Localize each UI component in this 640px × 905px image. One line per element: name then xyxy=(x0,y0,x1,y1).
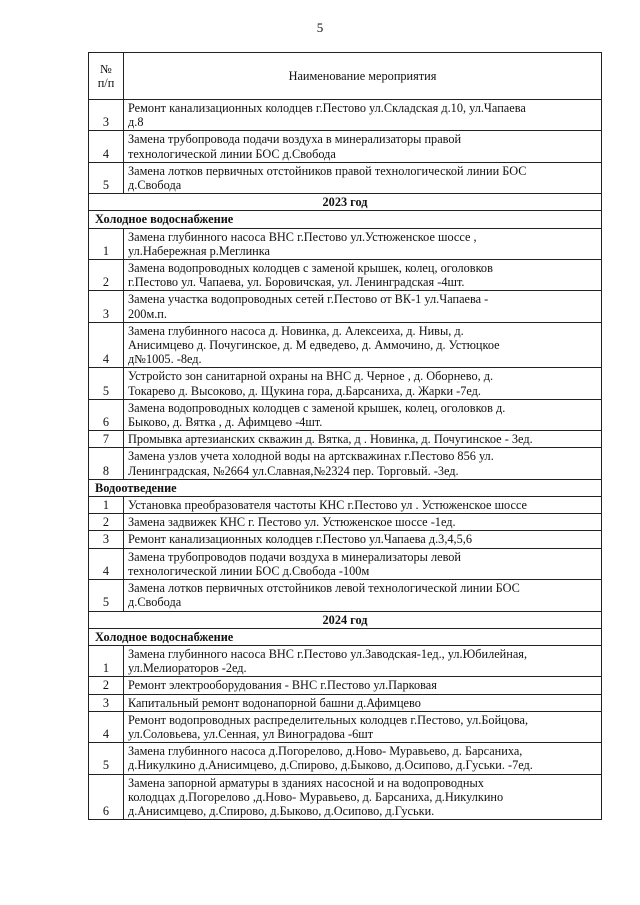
row-number-cell: 3 xyxy=(89,531,124,548)
row-text-cell: Замена лотков первичных отстойников левой технологической линии БОС д.Свобода xyxy=(124,580,602,611)
row-text-cell: Установка преобразователя частоты КНС г.Пестово ул . Устюженское шоссе xyxy=(124,497,602,514)
row-number-cell: 6 xyxy=(89,399,124,430)
section-heading: Холодное водоснабжение xyxy=(89,628,602,645)
row-text-cell: Замена глубинного насоса ВНС г.Пестово ул.Устюженское шоссе , ул.Набережная р.Меглинка xyxy=(124,228,602,259)
row-text-cell: Замена трубопроводов подачи воздуха в минерализаторы левой технологической линии БОС д.Свобода -100м xyxy=(124,548,602,579)
row-text-cell: Замена водопроводных колодцев с заменой крышек, колец, оголовков г.Пестово ул. Чапаева, ул. Боровичская, ул. Ленинградская -4шт. xyxy=(124,260,602,291)
row-number-cell: 6 xyxy=(89,774,124,820)
year-heading: 2024 год xyxy=(89,611,602,628)
table-row xyxy=(89,774,602,820)
table-row xyxy=(89,260,602,291)
row-text-cell: Ремонт электрооборудования - ВНС г.Пестово ул.Парковая xyxy=(124,677,602,694)
row-text-cell: Замена глубинного насоса ВНС г.Пестово ул.Заводская-1ед., ул.Юбилейная, ул.Мелиораторов -2ед. xyxy=(124,645,602,676)
table-row xyxy=(89,448,602,479)
table-row xyxy=(89,291,602,322)
row-text-cell: Ремонт канализационных колодцев г.Пестово ул.Чапаева д.3,4,5,6 xyxy=(124,531,602,548)
row-text-cell: Ремонт водопроводных распределительных колодцев г.Пестово, ул.Бойцова, ул.Соловьева, ул.Сенная, ул Виноградова -6шт xyxy=(124,711,602,742)
row-number-cell: 4 xyxy=(89,131,124,162)
row-text-cell: Замена лотков первичных отстойников правой технологической линии БОС д.Свобода xyxy=(124,162,602,193)
row-text-cell: Замена запорной арматуры в зданиях насосной и на водопроводных колодцах д.Погорелово ,д.Ново- Муравьево, д. Барсаниха, д.Никулкино д.Анисимцево, д.Спирово, д.Быково, д.Осипово, д.Гуськи. xyxy=(124,774,602,820)
row-text-cell: Замена глубинного насоса д. Новинка, д. Алексеиха, д. Нивы, д. Анисимцево д. Почугинское, д. М едведево, д. Аммочино, д. Устюцкое д№1005. -8ед. xyxy=(124,322,602,368)
table-row xyxy=(89,162,602,193)
row-number-cell: 8 xyxy=(89,448,124,479)
row-number-cell: 5 xyxy=(89,580,124,611)
table-row xyxy=(89,514,602,531)
row-text-cell: Капитальный ремонт водонапорной башни д.Афимцево xyxy=(124,694,602,711)
measures-table xyxy=(88,52,602,820)
row-number-cell: 4 xyxy=(89,322,124,368)
table-row xyxy=(89,548,602,579)
table-row xyxy=(89,743,602,774)
table-row xyxy=(89,645,602,676)
row-number-cell: 5 xyxy=(89,162,124,193)
table-row xyxy=(89,431,602,448)
row-text-cell: Замена узлов учета холодной воды на артскважинах г.Пестово 856 ул. Ленинградская, №2664 ул.Славная,№2324 пер. Торговый. -3ед. xyxy=(124,448,602,479)
table-row xyxy=(89,531,602,548)
section-heading: Водоотведение xyxy=(89,479,602,496)
row-text-cell: Замена водопроводных колодцев с заменой крышек, колец, оголовков д. Быково, д. Вятка , д. Афимцево -4шт. xyxy=(124,399,602,430)
row-text-cell: Замена участка водопроводных сетей г.Пестово от ВК-1 ул.Чапаева - 200м.п. xyxy=(124,291,602,322)
row-text-cell: Ремонт канализационных колодцев г.Пестово ул.Складская д.10, ул.Чапаева д.8 xyxy=(124,100,602,131)
row-number-cell: 4 xyxy=(89,711,124,742)
row-number-cell: 4 xyxy=(89,548,124,579)
section-row xyxy=(89,628,602,645)
year-row xyxy=(89,611,602,628)
row-number-cell: 1 xyxy=(89,228,124,259)
table-row xyxy=(89,497,602,514)
row-text-cell: Промывка артезианских скважин д. Вятка, д . Новинка, д. Почугинское - 3ед. xyxy=(124,431,602,448)
row-text-cell: Устройсто зон санитарной охраны на ВНС д. Черное , д. Оборнево, д. Токарево д. Высоково, д. Щукина гора, д.Барсаниха, д. Жарки -7ед. xyxy=(124,368,602,399)
year-heading: 2023 год xyxy=(89,194,602,211)
table-row xyxy=(89,399,602,430)
row-number-cell: 2 xyxy=(89,677,124,694)
table-header-row xyxy=(89,53,602,100)
table-row xyxy=(89,711,602,742)
table-row xyxy=(89,694,602,711)
table-row xyxy=(89,580,602,611)
table-row xyxy=(89,368,602,399)
year-row xyxy=(89,194,602,211)
row-number-cell: 5 xyxy=(89,743,124,774)
row-number-cell: 2 xyxy=(89,260,124,291)
table-body xyxy=(89,53,602,820)
row-number-cell: 3 xyxy=(89,100,124,131)
row-text-cell: Замена задвижек КНС г. Пестово ул. Устюженское шоссе -1ед. xyxy=(124,514,602,531)
table-row xyxy=(89,322,602,368)
row-number-cell: 7 xyxy=(89,431,124,448)
page-number: 5 xyxy=(316,20,324,35)
header-num-cell: № п/п xyxy=(89,53,124,100)
table-row xyxy=(89,131,602,162)
section-row xyxy=(89,211,602,228)
table-row xyxy=(89,228,602,259)
row-number-cell: 1 xyxy=(89,497,124,514)
row-number-cell: 3 xyxy=(89,291,124,322)
row-number-cell: 2 xyxy=(89,514,124,531)
header-name-cell: Наименование мероприятия xyxy=(124,53,602,100)
row-number-cell: 5 xyxy=(89,368,124,399)
row-text-cell: Замена трубопровода подачи воздуха в минерализаторы правой технологической линии БОС д.Свобода xyxy=(124,131,602,162)
row-text-cell: Замена глубинного насоса д.Погорелово, д.Ново- Муравьево, д. Барсаниха, д.Никулкино д.Анисимцево, д.Спирово, д.Быково, д.Осипово, д.Гуськи. -7ед. xyxy=(124,743,602,774)
row-number-cell: 3 xyxy=(89,694,124,711)
table-row xyxy=(89,677,602,694)
row-number-cell: 1 xyxy=(89,645,124,676)
section-row xyxy=(89,479,602,496)
table-row xyxy=(89,100,602,131)
section-heading: Холодное водоснабжение xyxy=(89,211,602,228)
